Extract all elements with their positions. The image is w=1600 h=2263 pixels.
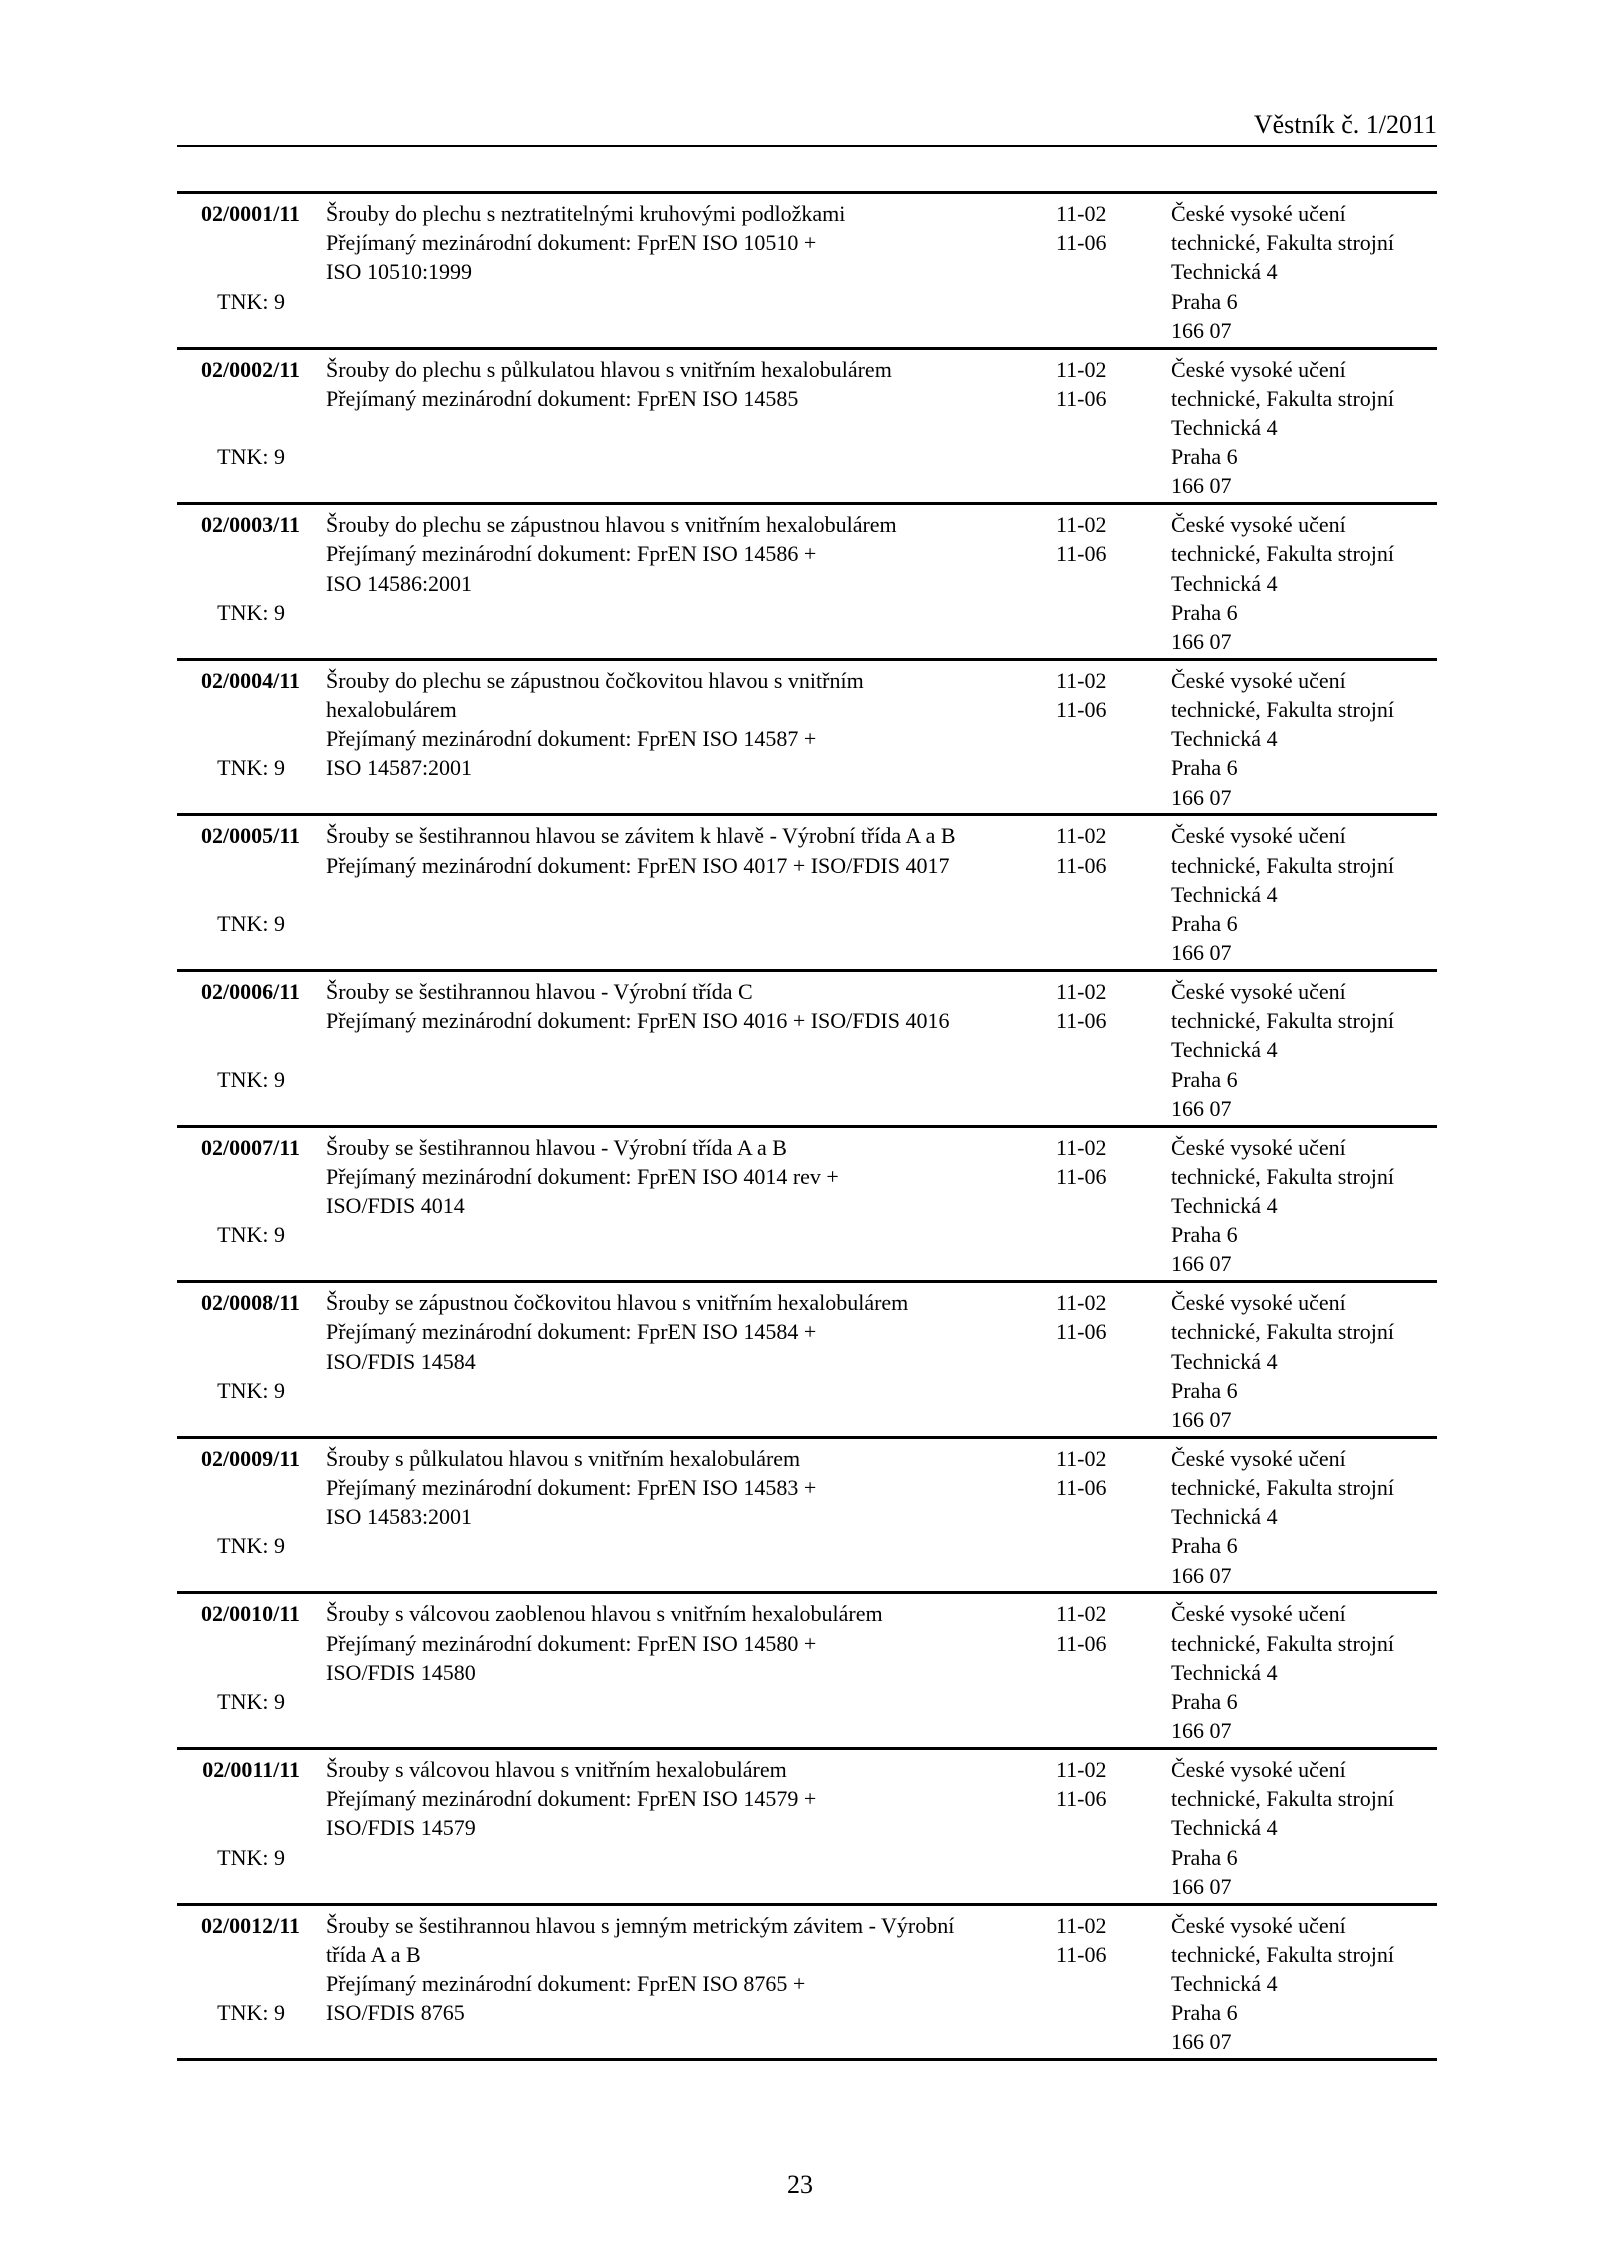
row-divider <box>177 2058 1437 2061</box>
processor-address <box>1171 1444 1394 1590</box>
processor-address-line: 166 07 <box>1171 2029 1232 2055</box>
processor-address-line: České vysoké učení <box>1171 1290 1346 1316</box>
processor-address-line: technické, Fakulta strojní <box>1171 1319 1394 1345</box>
processor-address-line: České vysoké učení <box>1171 1601 1346 1627</box>
ics-codes-line: 11-06 <box>1056 230 1107 256</box>
ics-codes <box>1056 1288 1107 1346</box>
ics-codes-line: 11-06 <box>1056 852 1107 878</box>
processor-address-line: technické, Fakulta strojní <box>1171 1786 1394 1812</box>
entry-title-line: Přejímaný mezinárodní dokument: FprEN ISO 14584 + <box>326 1319 817 1345</box>
table-row <box>177 350 1437 503</box>
entry-title-line: Šrouby s válcovou hlavou s vnitřním hexalobulárem <box>326 1756 787 1782</box>
entry-title-line: Přejímaný mezinárodní dokument: FprEN ISO 14585 <box>326 385 799 411</box>
entry-title-line: hexalobulárem <box>326 696 457 722</box>
tnk-label: TNK: 9 <box>217 1844 285 1870</box>
ics-codes <box>1056 199 1107 257</box>
processor-address-line: Technická 4 <box>1171 1970 1278 1996</box>
ics-codes <box>1056 355 1107 413</box>
processor-address-line: 166 07 <box>1171 1251 1232 1277</box>
processor-address <box>1171 510 1394 656</box>
processor-address <box>1171 1755 1394 1901</box>
tnk-label: TNK: 9 <box>217 599 285 625</box>
entry-number: 02/0004/11 <box>200 667 300 693</box>
ics-codes-line: 11-02 <box>1056 356 1107 382</box>
entry-title <box>326 821 956 879</box>
ics-codes-line: 11-06 <box>1056 1163 1107 1189</box>
entry-title-line: Přejímaný mezinárodní dokument: FprEN ISO 14587 + <box>326 726 817 752</box>
entry-title <box>326 1911 954 2028</box>
processor-address-line: 166 07 <box>1171 1562 1232 1588</box>
processor-address-line: 166 07 <box>1171 940 1232 966</box>
processor-address-line: 166 07 <box>1171 1406 1232 1432</box>
processor-address-line: Technická 4 <box>1171 1659 1278 1685</box>
tnk-label: TNK: 9 <box>217 910 285 936</box>
processor-address-line: České vysoké učení <box>1171 978 1346 1004</box>
processor-address-line: Technická 4 <box>1171 1348 1278 1374</box>
processor-address-line: České vysoké učení <box>1171 823 1346 849</box>
table-row <box>177 1128 1437 1281</box>
ics-codes-line: 11-02 <box>1056 823 1107 849</box>
entry-title <box>326 1133 839 1221</box>
table-row <box>177 661 1437 814</box>
standards-table <box>177 191 1437 2061</box>
ics-codes-line: 11-06 <box>1056 1941 1107 1967</box>
ics-codes-line: 11-06 <box>1056 1474 1107 1500</box>
entry-title <box>326 355 892 413</box>
tnk-label: TNK: 9 <box>217 2000 285 2026</box>
processor-address-line: technické, Fakulta strojní <box>1171 1008 1394 1034</box>
processor-address-line: Praha 6 <box>1171 910 1238 936</box>
table-row <box>177 816 1437 969</box>
entry-title-line: ISO 14583:2001 <box>326 1504 473 1530</box>
processor-address-line: technické, Fakulta strojní <box>1171 385 1394 411</box>
processor-address-line: 166 07 <box>1171 317 1232 343</box>
tnk-label: TNK: 9 <box>217 1688 285 1714</box>
entry-title-line: Šrouby se šestihrannou hlavou - Výrobní třída A a B <box>326 1134 787 1160</box>
entry-title <box>326 199 845 287</box>
entry-title-line: Šrouby do plechu s půlkulatou hlavou s vnitřním hexalobulárem <box>326 356 892 382</box>
processor-address-line: České vysoké učení <box>1171 201 1346 226</box>
ics-codes-line: 11-06 <box>1056 1008 1107 1034</box>
entry-title-line: Přejímaný mezinárodní dokument: FprEN ISO 4017 + ISO/FDIS 4017 <box>326 852 950 878</box>
processor-address-line: Praha 6 <box>1171 1377 1238 1403</box>
entry-title-line: Přejímaný mezinárodní dokument: FprEN ISO 10510 + <box>326 230 817 256</box>
processor-address-line: technické, Fakulta strojní <box>1171 1163 1394 1189</box>
ics-codes <box>1056 1133 1107 1191</box>
processor-address-line: 166 07 <box>1171 629 1232 654</box>
processor-address-line: Praha 6 <box>1171 444 1238 470</box>
page-number: 23 <box>787 2170 813 2199</box>
entry-title <box>326 1288 908 1376</box>
processor-address-line: 166 07 <box>1171 1718 1232 1744</box>
ics-codes-line: 11-02 <box>1056 1134 1107 1160</box>
processor-address-line: Praha 6 <box>1171 599 1238 625</box>
entry-title-line: Šrouby do plechu s neztratitelnými kruhovými podložkami <box>326 201 846 226</box>
ics-codes-line: 11-06 <box>1056 1319 1107 1345</box>
processor-address-line: technické, Fakulta strojní <box>1171 1474 1394 1500</box>
processor-address <box>1171 821 1394 967</box>
entry-number: 02/0007/11 <box>200 1134 300 1160</box>
entry-title-line: Přejímaný mezinárodní dokument: FprEN ISO 14580 + <box>326 1630 817 1656</box>
processor-address-line: technické, Fakulta strojní <box>1171 1630 1394 1656</box>
processor-address-line: České vysoké učení <box>1171 512 1346 538</box>
processor-address-line: Technická 4 <box>1171 1815 1278 1841</box>
processor-address-line: technické, Fakulta strojní <box>1171 852 1394 878</box>
processor-address-line: Praha 6 <box>1171 755 1238 781</box>
entry-number: 02/0005/11 <box>200 823 300 849</box>
header-divider <box>177 145 1437 147</box>
entry-number: 02/0011/11 <box>202 1756 300 1782</box>
processor-address <box>1171 666 1394 812</box>
table-row <box>177 1594 1437 1747</box>
ics-codes-line: 11-02 <box>1056 1601 1107 1627</box>
processor-address-line: 166 07 <box>1171 1873 1232 1899</box>
entry-title-line: Šrouby do plechu se zápustnou čočkovitou hlavou s vnitřním <box>326 667 864 693</box>
processor-address <box>1171 1133 1394 1279</box>
processor-address-line: 166 07 <box>1171 1095 1232 1121</box>
entry-title <box>326 510 897 598</box>
entry-number: 02/0001/11 <box>200 201 300 226</box>
table-row <box>177 505 1437 658</box>
entry-title-line: Šrouby s válcovou zaoblenou hlavou s vnitřním hexalobulárem <box>326 1601 883 1627</box>
entry-title-line: Přejímaný mezinárodní dokument: FprEN ISO 8765 + <box>326 1970 806 1996</box>
entry-title <box>326 666 864 783</box>
entry-title <box>326 1444 816 1532</box>
entry-title-line: Šrouby se zápustnou čočkovitou hlavou s vnitřním hexalobulárem <box>326 1290 909 1316</box>
processor-address-line: Technická 4 <box>1171 415 1278 440</box>
processor-address <box>1171 977 1394 1123</box>
entry-title-line: ISO 14587:2001 <box>326 755 473 781</box>
entry-title-line: ISO 10510:1999 <box>326 259 473 285</box>
entry-number: 02/0002/11 <box>200 356 300 382</box>
entry-title-line: ISO/FDIS 14584 <box>326 1348 476 1374</box>
processor-address-line: Praha 6 <box>1171 2000 1238 2026</box>
processor-address-line: Praha 6 <box>1171 1844 1238 1870</box>
processor-address-line: Technická 4 <box>1171 881 1278 907</box>
table-row <box>177 972 1437 1125</box>
tnk-label: TNK: 9 <box>217 1377 285 1403</box>
entry-title-line: ISO 14586:2001 <box>326 570 473 596</box>
processor-address-line: Praha 6 <box>1171 1066 1238 1092</box>
ics-codes-line: 11-06 <box>1056 1630 1107 1656</box>
processor-address-line: technické, Fakulta strojní <box>1171 1941 1394 1967</box>
ics-codes <box>1056 977 1107 1035</box>
processor-address-line: 166 07 <box>1171 784 1232 810</box>
entry-title-line: ISO/FDIS 4014 <box>326 1192 465 1218</box>
processor-address-line: Technická 4 <box>1171 259 1278 285</box>
ics-codes-line: 11-06 <box>1056 541 1107 567</box>
entry-title-line: Šrouby se šestihrannou hlavou se závitem k hlavě - Výrobní třída A a B <box>326 823 956 849</box>
ics-codes-line: 11-02 <box>1056 1912 1107 1938</box>
entry-number: 02/0008/11 <box>200 1290 300 1316</box>
entry-title-line: ISO/FDIS 14579 <box>326 1815 476 1841</box>
entry-title-line: Šrouby se šestihrannou hlavou - Výrobní třída C <box>326 978 753 1004</box>
processor-address-line: České vysoké učení <box>1171 667 1346 693</box>
ics-codes <box>1056 1599 1107 1657</box>
processor-address-line: Technická 4 <box>1171 1504 1278 1530</box>
ics-codes-line: 11-02 <box>1056 1756 1107 1782</box>
ics-codes <box>1056 821 1107 879</box>
entry-number: 02/0006/11 <box>200 978 300 1004</box>
table-row <box>177 194 1437 347</box>
tnk-label: TNK: 9 <box>217 1222 285 1248</box>
ics-codes <box>1056 1444 1107 1502</box>
entry-title-line: ISO/FDIS 14580 <box>326 1659 476 1685</box>
entry-title-line: Šrouby s půlkulatou hlavou s vnitřním hexalobulárem <box>326 1445 801 1471</box>
processor-address-line: 166 07 <box>1171 473 1232 499</box>
processor-address <box>1171 1599 1394 1745</box>
ics-codes <box>1056 1911 1107 1969</box>
processor-address-line: Praha 6 <box>1171 1533 1238 1559</box>
table-row <box>177 1283 1437 1436</box>
journal-header: Věstník č. 1/2011 <box>1253 110 1437 139</box>
entry-title-line: Přejímaný mezinárodní dokument: FprEN ISO 4016 + ISO/FDIS 4016 <box>326 1008 950 1034</box>
ics-codes <box>1056 1755 1107 1813</box>
table-row <box>177 1750 1437 1903</box>
tnk-label: TNK: 9 <box>217 755 285 781</box>
entry-title-line: Přejímaný mezinárodní dokument: FprEN ISO 14579 + <box>326 1786 817 1812</box>
entry-title-line: Přejímaný mezinárodní dokument: FprEN ISO 14586 + <box>326 541 817 567</box>
processor-address <box>1171 355 1394 501</box>
table-row <box>177 1439 1437 1592</box>
processor-address-line: technické, Fakulta strojní <box>1171 541 1394 567</box>
entry-number: 02/0010/11 <box>200 1601 300 1627</box>
tnk-label: TNK: 9 <box>217 288 285 314</box>
processor-address-line: Technická 4 <box>1171 570 1278 596</box>
entry-title <box>326 977 949 1035</box>
processor-address-line: Praha 6 <box>1171 288 1238 314</box>
processor-address-line: České vysoké učení <box>1171 1912 1346 1938</box>
ics-codes-line: 11-06 <box>1056 1786 1107 1812</box>
processor-address-line: Technická 4 <box>1171 1192 1278 1218</box>
table-row <box>177 1906 1437 2059</box>
processor-address-line: Technická 4 <box>1171 1037 1278 1063</box>
tnk-label: TNK: 9 <box>217 1533 285 1559</box>
ics-codes <box>1056 510 1107 568</box>
entry-title-line: Přejímaný mezinárodní dokument: FprEN ISO 14583 + <box>326 1474 817 1500</box>
entry-number: 02/0009/11 <box>200 1445 300 1471</box>
ics-codes-line: 11-06 <box>1056 696 1107 722</box>
processor-address <box>1171 1911 1394 2057</box>
ics-codes <box>1056 666 1107 724</box>
processor-address-line: Praha 6 <box>1171 1222 1238 1248</box>
ics-codes-line: 11-02 <box>1056 201 1107 226</box>
entry-title <box>326 1599 883 1687</box>
processor-address-line: Praha 6 <box>1171 1688 1238 1714</box>
entry-title-line: Přejímaný mezinárodní dokument: FprEN ISO 4014 rev + <box>326 1163 839 1189</box>
entry-title-line: Šrouby do plechu se zápustnou hlavou s vnitřním hexalobulárem <box>326 512 897 538</box>
processor-address-line: České vysoké učení <box>1171 1756 1346 1782</box>
ics-codes-line: 11-02 <box>1056 667 1107 693</box>
processor-address-line: technické, Fakulta strojní <box>1171 696 1394 722</box>
entry-number: 02/0003/11 <box>200 512 300 538</box>
entry-title-line: Šrouby se šestihrannou hlavou s jemným metrickým závitem - Výrobní <box>326 1912 955 1938</box>
tnk-label: TNK: 9 <box>217 1066 285 1092</box>
processor-address <box>1171 199 1394 345</box>
entry-title-line: třída A a B <box>326 1941 421 1967</box>
entry-number: 02/0012/11 <box>200 1912 300 1938</box>
processor-address-line: České vysoké učení <box>1171 1134 1346 1160</box>
entry-title <box>326 1755 816 1843</box>
ics-codes-line: 11-02 <box>1056 512 1107 538</box>
tnk-label: TNK: 9 <box>217 444 285 470</box>
processor-address-line: technické, Fakulta strojní <box>1171 230 1394 256</box>
ics-codes-line: 11-02 <box>1056 1445 1107 1471</box>
entry-title-line: ISO/FDIS 8765 <box>326 2000 465 2026</box>
processor-address <box>1171 1288 1394 1434</box>
ics-codes-line: 11-06 <box>1056 385 1107 411</box>
processor-address-line: České vysoké učení <box>1171 356 1346 382</box>
ics-codes-line: 11-02 <box>1056 978 1107 1004</box>
processor-address-line: České vysoké učení <box>1171 1445 1346 1471</box>
ics-codes-line: 11-02 <box>1056 1290 1107 1316</box>
processor-address-line: Technická 4 <box>1171 726 1278 752</box>
